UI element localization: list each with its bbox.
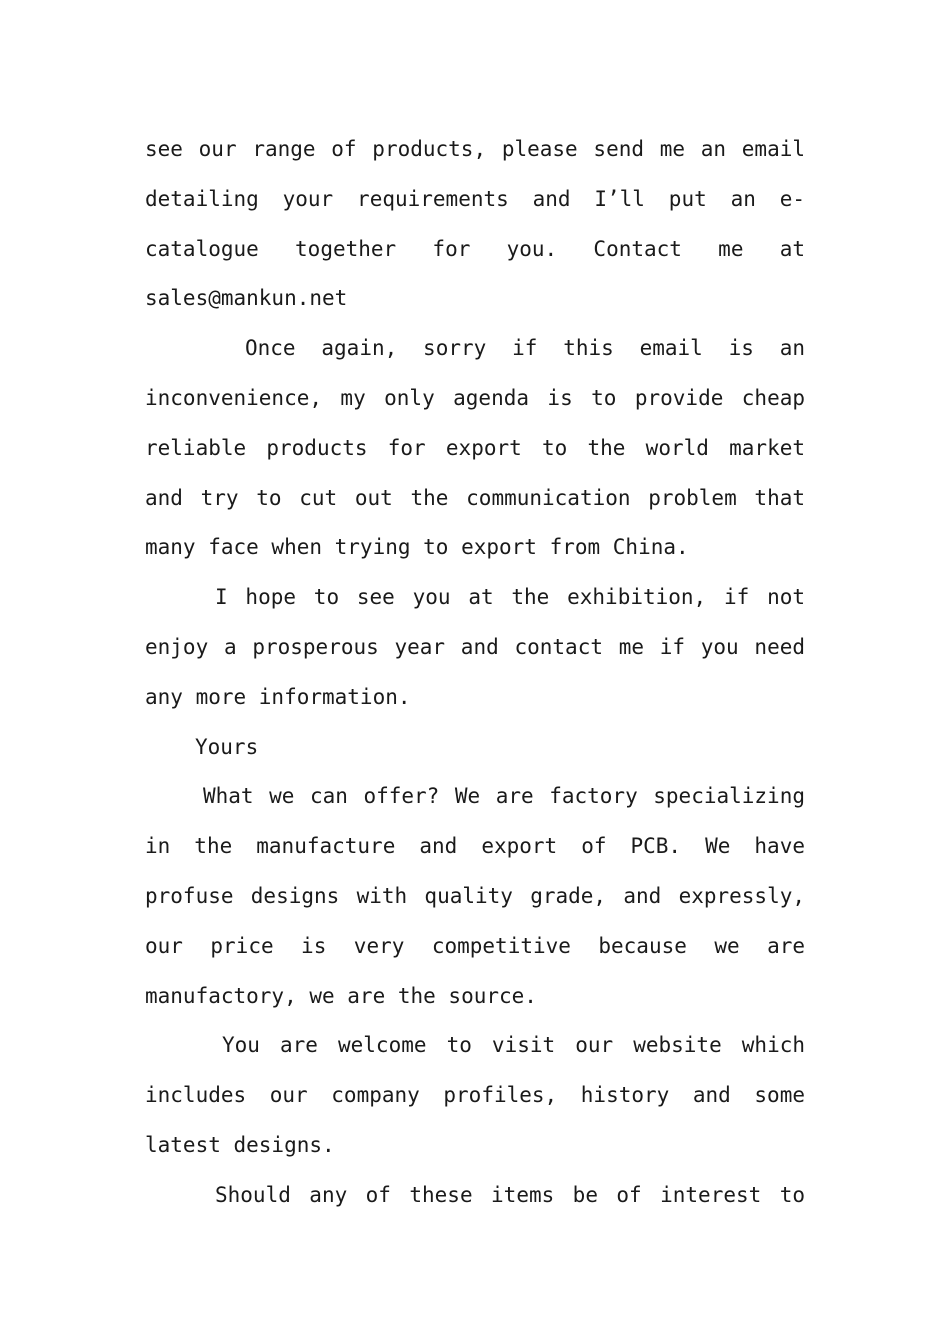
- text-line: detailing your requirements and I’ll put an e-: [145, 186, 805, 211]
- text-line: inconvenience, my only agenda is to provide cheap: [145, 385, 805, 410]
- text-line: Yours: [195, 734, 259, 759]
- text-line: see our range of products, please send me an email: [145, 137, 805, 161]
- text-line: any more information.: [145, 684, 411, 709]
- text-line: reliable products for export to the world market: [145, 435, 805, 460]
- letter-body: [145, 129, 805, 1225]
- text-line: What we can offer? We are factory specializing: [203, 784, 805, 809]
- text-line: catalogue together for you. Contact me at: [145, 236, 805, 261]
- text-line: manufactory, we are the source.: [145, 983, 537, 1008]
- text-line: You are welcome to visit our website which: [222, 1033, 805, 1058]
- text-line: Once again, sorry if this email is an: [245, 336, 805, 361]
- text-line: our price is very competitive because we are: [145, 933, 805, 958]
- text-line: in the manufacture and export of PCB. We have: [145, 834, 805, 859]
- text-line: enjoy a prosperous year and contact me if you need: [145, 634, 805, 659]
- text-line: Should any of these items be of interest to: [215, 1182, 805, 1207]
- text-line: includes our company profiles, history and some: [145, 1083, 805, 1108]
- text-line: profuse designs with quality grade, and expressly,: [145, 883, 805, 908]
- text-line: and try to cut out the communication problem that: [145, 485, 805, 510]
- text-line: latest designs.: [145, 1132, 335, 1157]
- text-line: I hope to see you at the exhibition, if not: [215, 585, 805, 610]
- text-line: sales@mankun.net: [145, 286, 348, 311]
- text-line: many face when trying to export from China.: [145, 535, 689, 560]
